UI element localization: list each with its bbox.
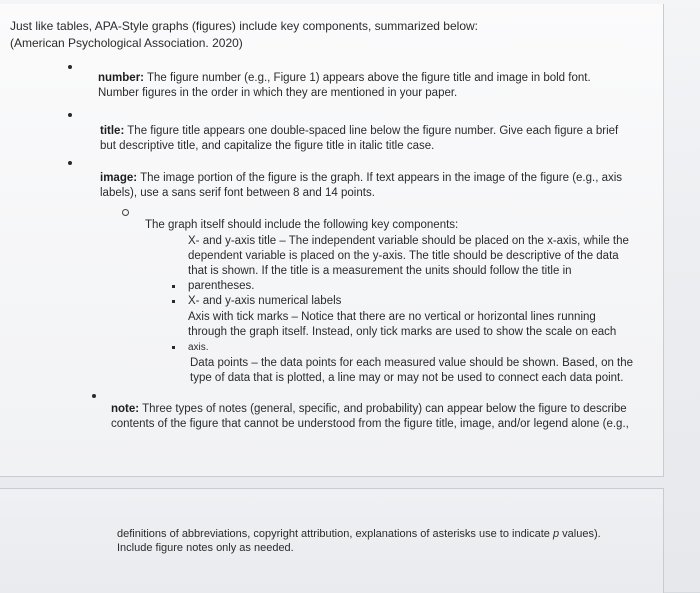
sub-bullet-square [172,285,175,288]
bullet-dot [68,113,72,117]
title-line-1: title: The figure title appears one double-spaced line below the figure number. Give each figure a brief [100,125,619,137]
number-label: number: [98,72,144,84]
data-points-line-2: type of data that is plotted, a line may or may not be used to connect each data point. [190,372,624,384]
tick-marks-line-2: through the graph itself. Instead, only tick marks are used to show the scale on each [188,326,617,338]
number-line-1: number: The figure number (e.g., Figure 1) appears above the figure title and image in bold font. [98,72,591,84]
graph-heading: The graph itself should include the following key components: [145,219,459,231]
tick-marks-line-3: axis. [188,342,209,353]
image-line-2: labels), use a sans serif font between 8 and 14 points. [100,187,375,199]
note-line-3: definitions of abbreviations, copyright attribution, explanations of asterisks use to indicate p values). [117,528,601,540]
sub-bullet-square [172,346,175,349]
number-line-2: Number figures in the order in which they are mentioned in your paper. [98,87,458,99]
bullet-dot [92,394,96,398]
sub-bullet-circle [122,209,129,216]
title-label: title: [100,125,125,137]
note-line-2: contents of the figure that cannot be understood from the figure title, image, and/or legend alone (e.g., [111,418,629,430]
sub-bullet-square [172,300,175,303]
bullet-dot [68,161,72,165]
data-points-line-1: Data points – the data points for each measured value should be shown. Based, on the [190,357,634,369]
bullet-dot [68,65,72,69]
page-sheet-2 [0,488,664,593]
tick-marks-line-1: Axis with tick marks – Notice that there are no vertical or horizontal lines running [188,311,596,323]
axis-title-line-1: X- and y-axis title – The independent variable should be placed on the x-axis, while the [188,235,629,247]
note-line-4: Include figure notes only as needed. [117,542,294,554]
numerical-labels: X- and y-axis numerical labels [188,295,342,307]
axis-title-line-3: that is shown. If the title is a measurement the units should follow the title in [188,265,572,277]
axis-title-line-4: parentheses. [188,280,255,292]
image-label: image: [100,172,138,184]
intro-line-1: Just like tables, APA-Style graphs (figures) include key components, summarized below: [10,19,478,33]
intro-line-2: (American Psychological Association. 2020) [10,36,243,50]
page-sheet-1 [0,4,664,477]
note-line-1: note: Three types of notes (general, specific, and probability) can appear below the figure to describe [111,403,627,415]
image-line-1: image: The image portion of the figure is the graph. If text appears in the image of the figure (e.g., axis [100,172,623,184]
title-line-2: but descriptive title, and capitalize the figure title in italic title case. [100,140,435,152]
axis-title-line-2: dependent variable is placed on the y-axis. The title should be descriptive of the data [188,250,619,262]
note-label: note: [111,403,140,415]
